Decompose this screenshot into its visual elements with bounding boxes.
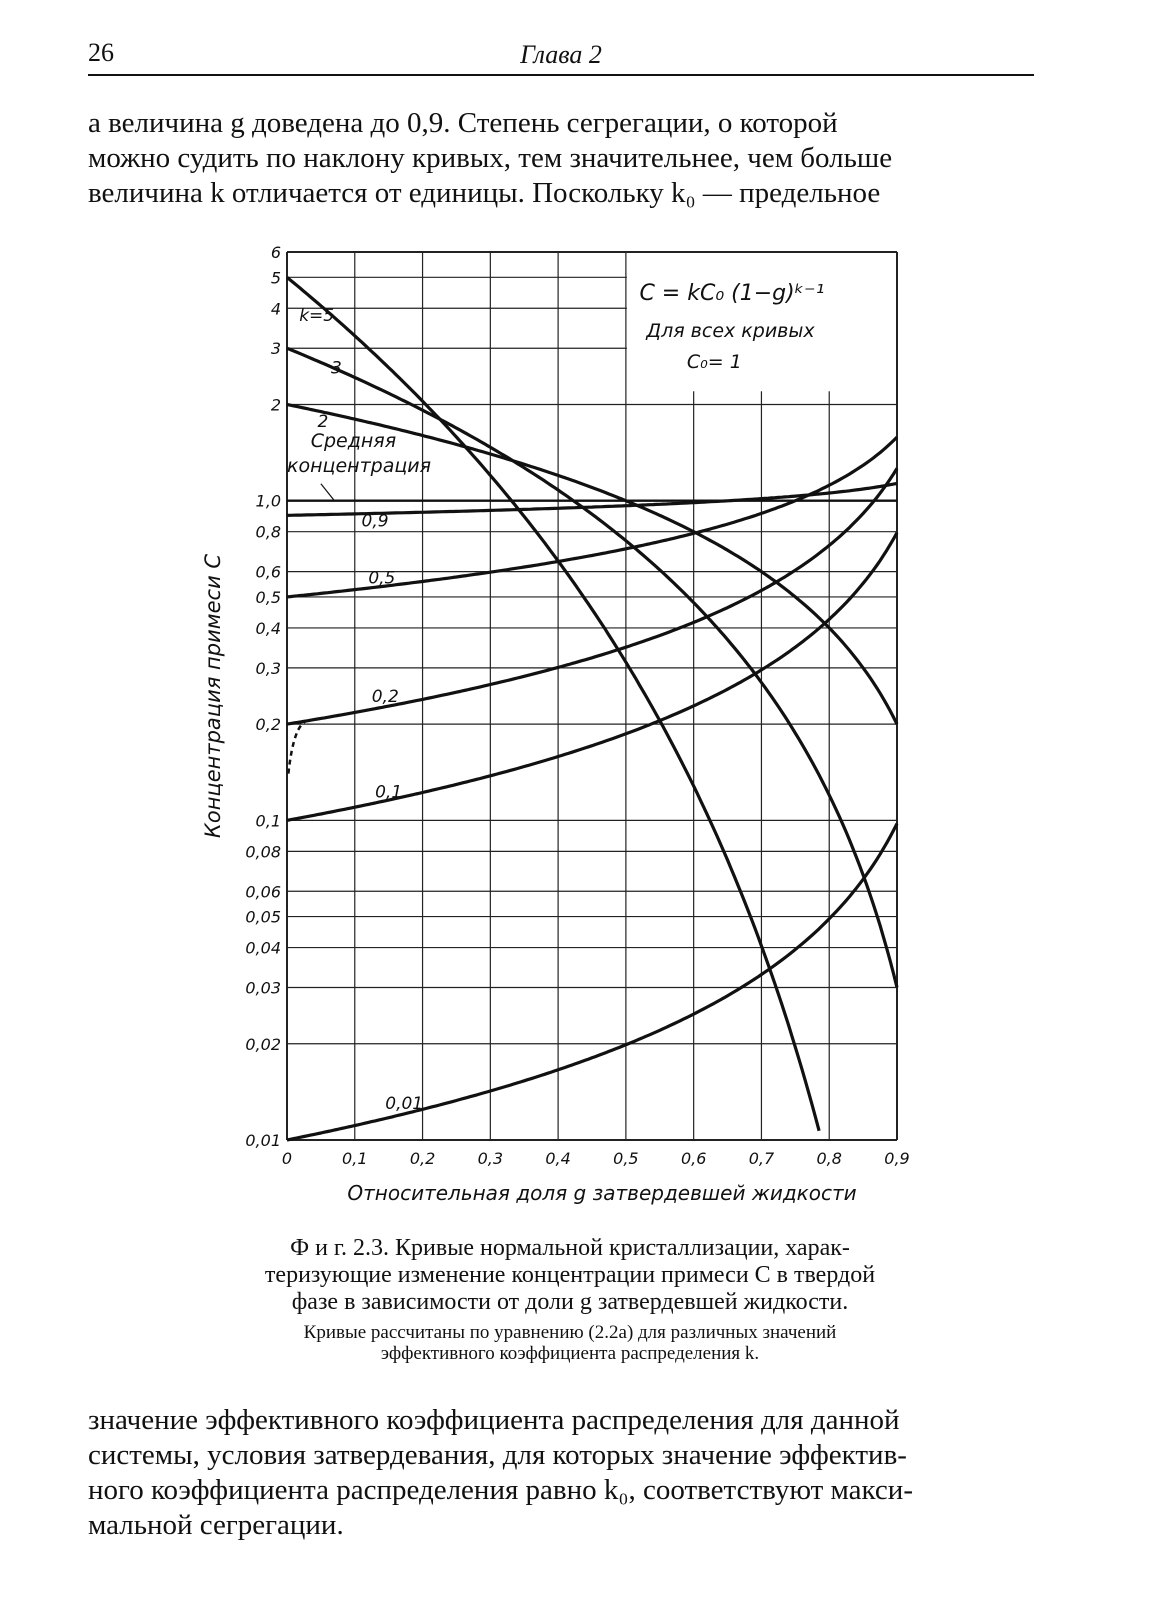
y-axis-label: Концентрация примеси C [201,553,225,839]
caption-line: теризующие изменение концентрации примеси C в твердой [264,1262,876,1288]
y-tick-label: 0,04 [245,938,281,958]
x-tick-label: 0,7 [748,1149,775,1168]
curve-label: 3 [331,358,342,379]
y-tick-label: 4 [270,299,281,319]
text-line: значение эффективного коэффициента распределения для данной [88,1404,900,1436]
curve-label: k=5 [299,305,335,326]
caption-note-line: эффективного коэффициента распределения k. [380,1343,760,1364]
y-tick-label: 5 [270,268,281,288]
y-tick-label: 6 [270,243,281,262]
x-tick-label: 0,5 [613,1149,639,1168]
figure-caption [200,1235,940,1316]
y-tick-label: 0,05 [245,907,281,927]
chapter-title: Глава 2 [520,40,602,69]
text-line: ного коэффициента распределения равно k₀, соответствуют макси- [88,1474,913,1506]
curve-label: 0,9 [361,511,389,532]
text-line: системы, условия затвердевания, для которых значение эффектив- [88,1439,907,1471]
x-tick-label: 0,2 [409,1149,436,1168]
curve-label: 0,01 [385,1094,424,1115]
caption-line: Ф и г. 2.3. Кривые нормальной кристаллизации, харак- [290,1235,850,1261]
x-tick-label: 0,4 [545,1149,571,1168]
text-line: величина k отличается от единицы. Поскольку k₀ — предельное [88,177,881,209]
caption-note-line: Кривые рассчитаны по уравнению (2.2а) для различных значений [303,1322,837,1343]
page-header [88,38,1034,76]
x-tick-label: 0,3 [477,1149,504,1168]
x-axis-label: Относительная доля g затвердевшей жидкости [347,1181,857,1205]
x-tick-label: 0,9 [884,1149,910,1168]
curve-label: 2 [317,412,329,433]
y-tick-label: 0,2 [255,715,281,735]
y-tick-label: 0,5 [255,587,281,607]
y-tick-label: 0,4 [255,618,281,638]
text-line: мальной сегрегации. [88,1509,344,1541]
annotation-text: Средняя [310,430,397,453]
y-tick-label: 0,02 [245,1034,281,1054]
x-tick-label: 0 [281,1149,293,1168]
crystallization-chart [190,230,950,1230]
formula-text: C = kC₀ (1−g)ᵏ⁻¹ [639,280,825,306]
curve-label: 0,2 [371,686,399,707]
x-tick-label: 0,8 [816,1149,842,1168]
x-tick-label: 0,1 [342,1149,368,1168]
dashed-transient-curve [288,721,307,774]
y-tick-label: 0,1 [255,811,281,831]
y-tick-label: 1,0 [255,491,281,511]
curve-label: 0,1 [375,782,403,803]
y-tick-label: 0,08 [245,842,281,862]
x-tick-label: 0,6 [680,1149,707,1168]
y-tick-label: 0,6 [255,562,281,582]
y-tick-label: 2 [270,395,281,415]
text-line: можно судить по наклону кривых, тем значительнее, чем больше [88,142,893,174]
note-text: Для всех кривых [646,320,815,343]
y-tick-label: 0,01 [245,1131,281,1150]
y-tick-label: 0,06 [245,882,281,902]
caption-line: фазе в зависимости от доли g затвердевшей жидкости. [291,1289,849,1315]
figure-caption-note [200,1322,940,1364]
y-tick-label: 0,03 [245,978,281,998]
annotation-leader-line [321,484,335,501]
y-tick-label: 0,8 [255,522,281,542]
annotation-text: концентрация [287,454,432,477]
top-paragraph [88,106,1034,211]
curve-label: 0,5 [368,568,396,589]
page-number: 26 [88,38,114,67]
curve-k-5 [287,277,819,1131]
note-text: C₀= 1 [686,351,742,374]
curve-k-0_01 [287,824,897,1140]
y-tick-label: 3 [270,339,281,359]
bottom-paragraph [88,1403,1034,1543]
y-tick-label: 0,3 [255,658,281,678]
text-line: а величина g доведена до 0,9. Степень сегрегации, о которой [88,107,838,139]
